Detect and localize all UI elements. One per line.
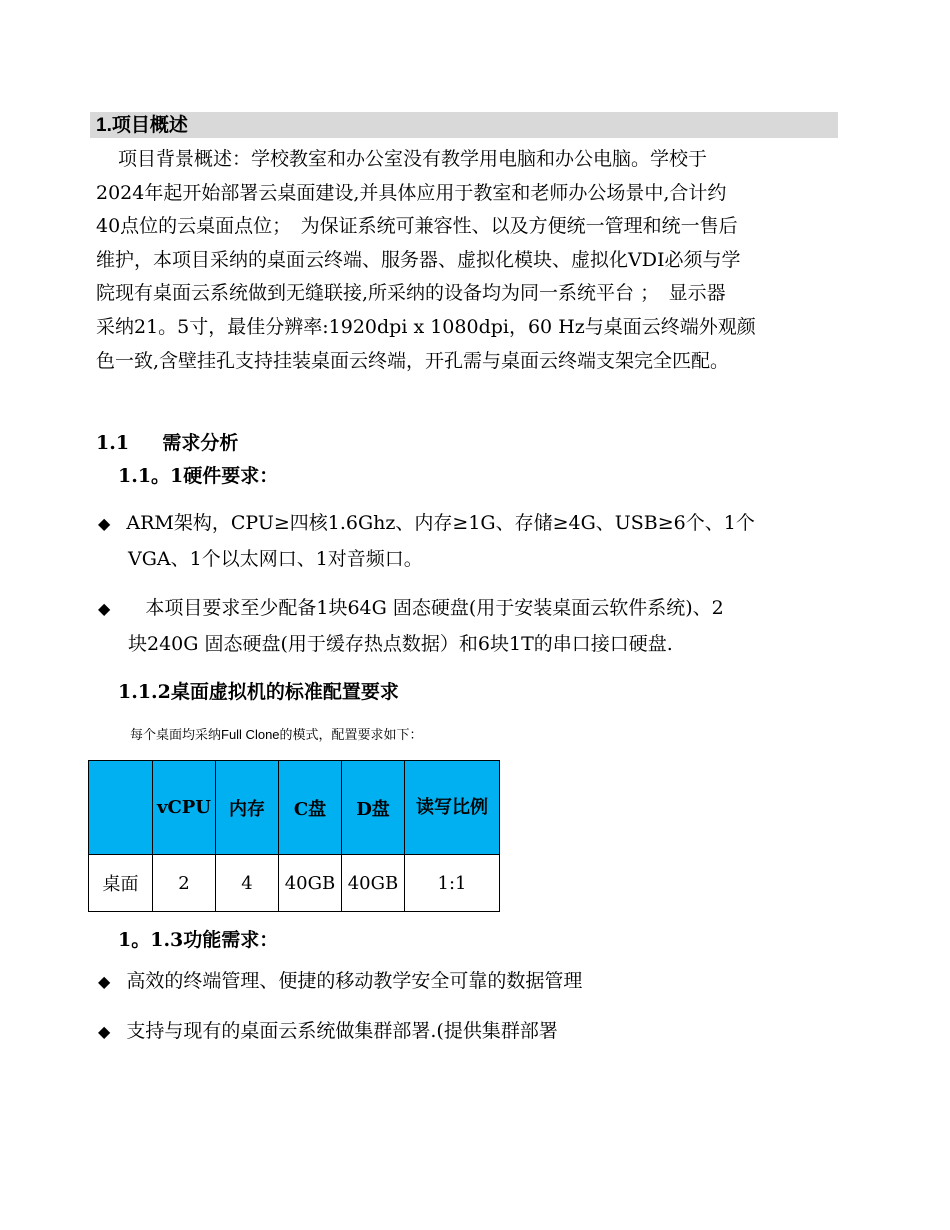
project-overview-paragraph [96,143,836,378]
paragraph-line: 40点位的云桌面点位； 为保证系统可兼容性、以及方便统一管理和统一售后 [96,215,738,238]
diamond-bullet-icon: ◆ [98,972,111,991]
bullet-text: 支持与现有的桌面云系统做集群部署.(提供集群部署 [126,1020,558,1042]
paragraph-line: 色一致,含壁挂孔支持挂装桌面云终端，开孔需与桌面云终端支架完全匹配。 [96,349,730,372]
table-header-cell: 读写比例 [405,761,500,855]
table-cell: 桌面 [89,855,153,912]
section-title: 需求分析 [162,432,239,454]
section-1-1-heading [96,428,238,455]
section-1-1-3-heading: 1。1.3功能需求： [118,929,279,951]
paragraph-line: 院现有桌面云系统做到无缝联接,所采纳的设备均为同一系统平台 ； 显示器 [96,282,726,305]
table-cell: 40GB [342,855,405,912]
table-header-cell: 内存 [216,761,279,855]
function-bullet-2 [98,1013,558,1050]
bullet-text: 本项目要求至少配备1块64G 固态硬盘(用于安装桌面云软件系统)、2 [126,597,724,619]
paragraph-line: 采纳21。5寸，最佳分辨率:1920dpi x 1080dpi，60 Hz与桌面云终端外观颜 [96,315,756,338]
section-1-1-2-heading: 1.1.2桌面虚拟机的标准配置要求 [118,681,399,703]
vm-config-table [88,760,500,912]
diamond-bullet-icon: ◆ [98,599,111,618]
paragraph-line: 项目背景概述：学校教室和办公室没有教学用电脑和办公电脑。学校于 [118,148,708,170]
table-header-row [89,761,500,855]
hardware-bullet-1 [98,505,755,542]
paragraph-line: 维护，本项目采纳的桌面云终端、服务器、虚拟化模块、虚拟化VDI必须与学 [96,248,741,271]
hardware-bullet-1-cont: VGA、1个以太网口、1对音频口。 [128,548,423,570]
table-row [89,855,500,912]
table-header-cell: C盘 [279,761,342,855]
table-cell: 40GB [279,855,342,912]
table-cell: 4 [216,855,279,912]
section-1-1-1-heading: 1.1。1硬件要求： [118,465,279,487]
config-note: 每个桌面均采纳Full Clone的模式，配置要求如下： [130,727,423,742]
function-bullet-1 [98,963,582,1000]
table-header-cell: D盘 [342,761,405,855]
table-cell: 2 [153,855,216,912]
section-number: 1.1 [96,432,130,454]
table-header-cell: vCPU [153,761,216,855]
paragraph-line: 2024年起开始部署云桌面建设,并具体应用于教室和老师办公场景中,合计约 [96,181,727,204]
diamond-bullet-icon: ◆ [98,514,111,533]
table-header-cell [89,761,153,855]
section-heading-background [90,112,838,138]
table-cell: 1:1 [405,855,500,912]
hardware-bullet-2 [98,590,724,627]
bullet-text: 高效的终端管理、便捷的移动教学安全可靠的数据管理 [126,970,583,992]
bullet-text: ARM架构，CPU≥四核1.6Ghz、内存≥1G、存储≥4G、USB≥6个、1个 [126,512,755,534]
hardware-bullet-2-cont: 块240G 固态硬盘(用于缓存热点数据）和6块1T的串口接口硬盘. [128,633,673,655]
section-1-title: 1.项目概述 [96,115,188,136]
diamond-bullet-icon: ◆ [98,1022,111,1041]
